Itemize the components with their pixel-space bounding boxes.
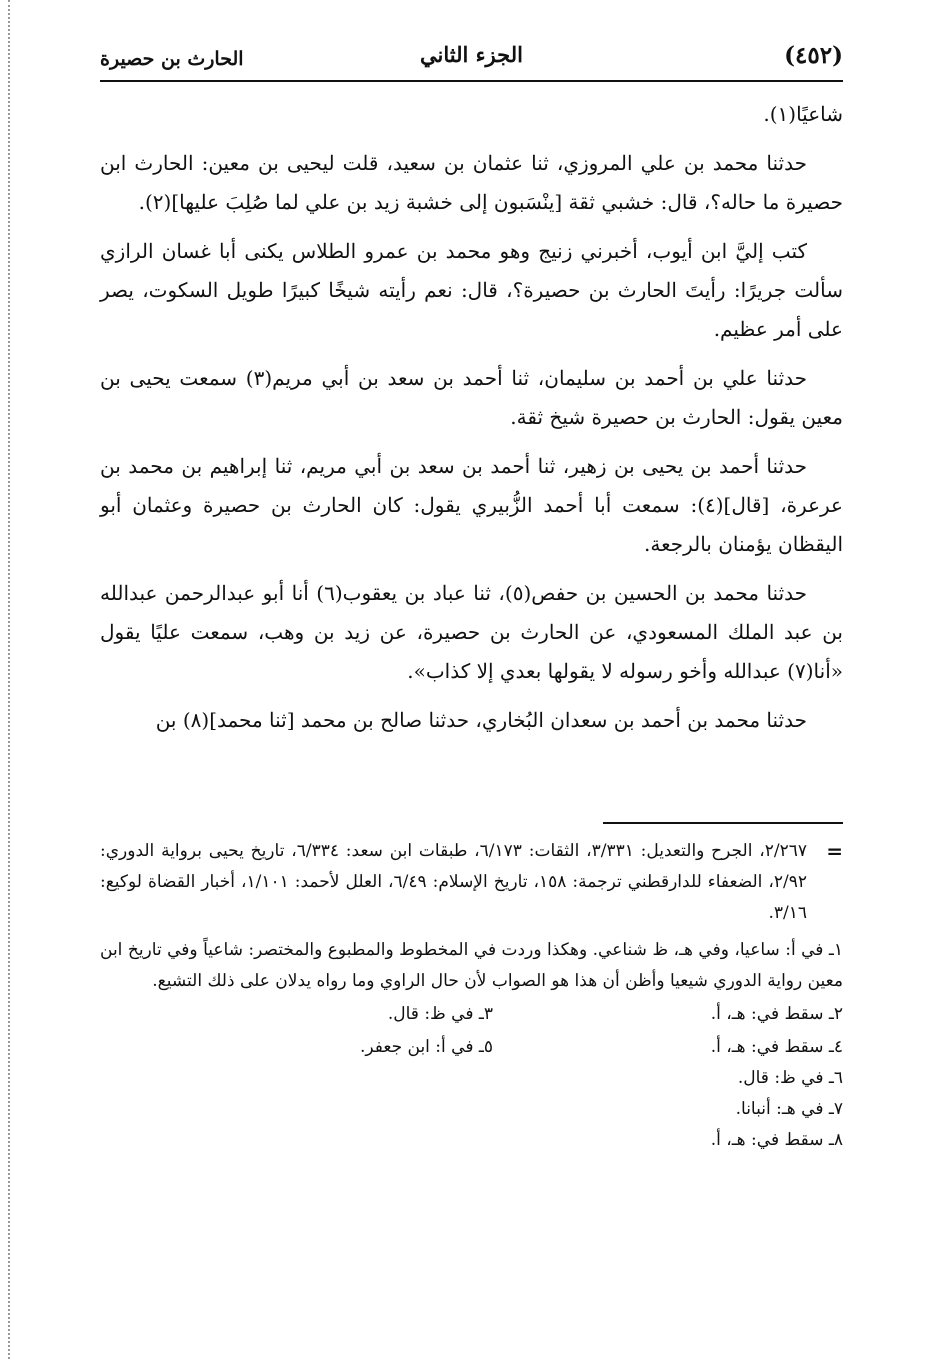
footnote-continuation	[100, 836, 843, 929]
continuation-mark: =	[826, 839, 843, 863]
footnotes	[100, 836, 843, 1156]
footnote-continuation-text: ٢/٢٦٧، الجرح والتعديل: ٣/٣٣١، الثقات: ٦/١٧٣، طبقات ابن سعد: ٦/٣٣٤، تاريخ يحيى برواية الدوري: ٢/٩٢، الضعفاء للدارقطني ترجمة: ١٥٨، تاريخ الإسلام: ٦/٤٩، العلل لأحمد: ١/١٠١، أخبار القضاة لوكيع: ٣/١٦.	[100, 841, 807, 923]
scan-margin-dots	[8, 0, 10, 1359]
paragraph-2: كتب إليَّ ابن أيوب، أخبرني زنيج وهو محمد بن عمرو الطلاس يكنى أبا غسان الرازي سألت جريرًا: رأيتَ الحارث بن حصيرة؟، قال: نعم رأيته شيخًا كبيرًا طويل السكوت، يصر على أمر عظيم.	[100, 239, 843, 341]
footnote-8: ٨ـ سقط في: هـ، أ.	[710, 1130, 843, 1150]
footnote-2: ٢ـ سقط في: هـ، أ.	[710, 1004, 843, 1024]
main-text	[100, 95, 843, 750]
paragraph-5: حدثنا محمد بن الحسين بن حفص(٥)، ثنا عباد بن يعقوب(٦) أنا أبو عبدالرحمن عبدالله بن عبد الملك المسعودي، عن الحارث بن حصيرة، عن زيد بن وهب، سمعت عليًا يقول «أنا(٧) عبدالله وأخو رسوله لا يقولها بعدي إلا كذاب».	[100, 581, 843, 683]
footnote-row-4-5	[100, 1032, 843, 1063]
paragraph-3: حدثنا علي بن أحمد بن سليمان، ثنا أحمد بن سعد بن أبي مريم(٣) سمعت يحيى بن معين يقول: الحارث بن حصيرة شيخ ثقة.	[100, 366, 843, 429]
entry-name: الحارث بن حصيرة	[100, 48, 244, 70]
paragraph-4: حدثنا أحمد بن يحيى بن زهير، ثنا أحمد بن سعد بن أبي مريم، ثنا إبراهيم بن محمد بن عرعرة، [قال](٤): سمعت أبا أحمد الزُّبيري يقول: كان الحارث بن حصيرة وعثمان أبو اليقظان يؤمنان بالرجعة.	[100, 454, 843, 556]
paragraph-0: شاعيًا(١).	[763, 102, 843, 126]
paragraph-6: حدثنا محمد بن أحمد بن سعدان البُخاري، حدثنا صالح بن محمد [ثنا محمد](٨) بن	[155, 708, 807, 732]
footnote-row-2-3	[100, 999, 843, 1030]
running-header	[100, 40, 843, 82]
footnote-separator	[603, 822, 843, 824]
paragraph-1: حدثنا محمد بن علي المروزي، ثنا عثمان بن سعيد، قلت ليحيى بن معين: الحارث ابن حصيرة ما حاله؟، قال: خشبي ثقة [ينْسَبون إلى خشبة زيد بن علي لما صُلِبَ عليها](٢).	[100, 151, 843, 214]
footnote-3: ٣ـ في ظ: قال.	[387, 1004, 493, 1024]
footnote-5: ٥ـ في أ: ابن جعفر.	[360, 1037, 493, 1057]
footnote-1: ١ـ في أ: ساعيا، وفي هـ، ظ شناعي. وهكذا وردت في المخطوط والمطبوع والمختصر: شاعياً وفي تاريخ ابن معين رواية الدوري شيعيا وأظن أن هذا هو الصواب لأن حال الراوي وما رواه يدلان على ذلك التشيع.	[100, 940, 843, 991]
footnote-7: ٧ـ في هـ: أنبانا.	[735, 1099, 843, 1119]
footnote-6: ٦ـ في ظ: قال.	[737, 1068, 843, 1088]
part-title: الجزء الثاني	[420, 42, 523, 67]
page-number: (٤٥٢)	[784, 42, 843, 69]
footnote-4: ٤ـ سقط في: هـ، أ.	[710, 1037, 843, 1057]
